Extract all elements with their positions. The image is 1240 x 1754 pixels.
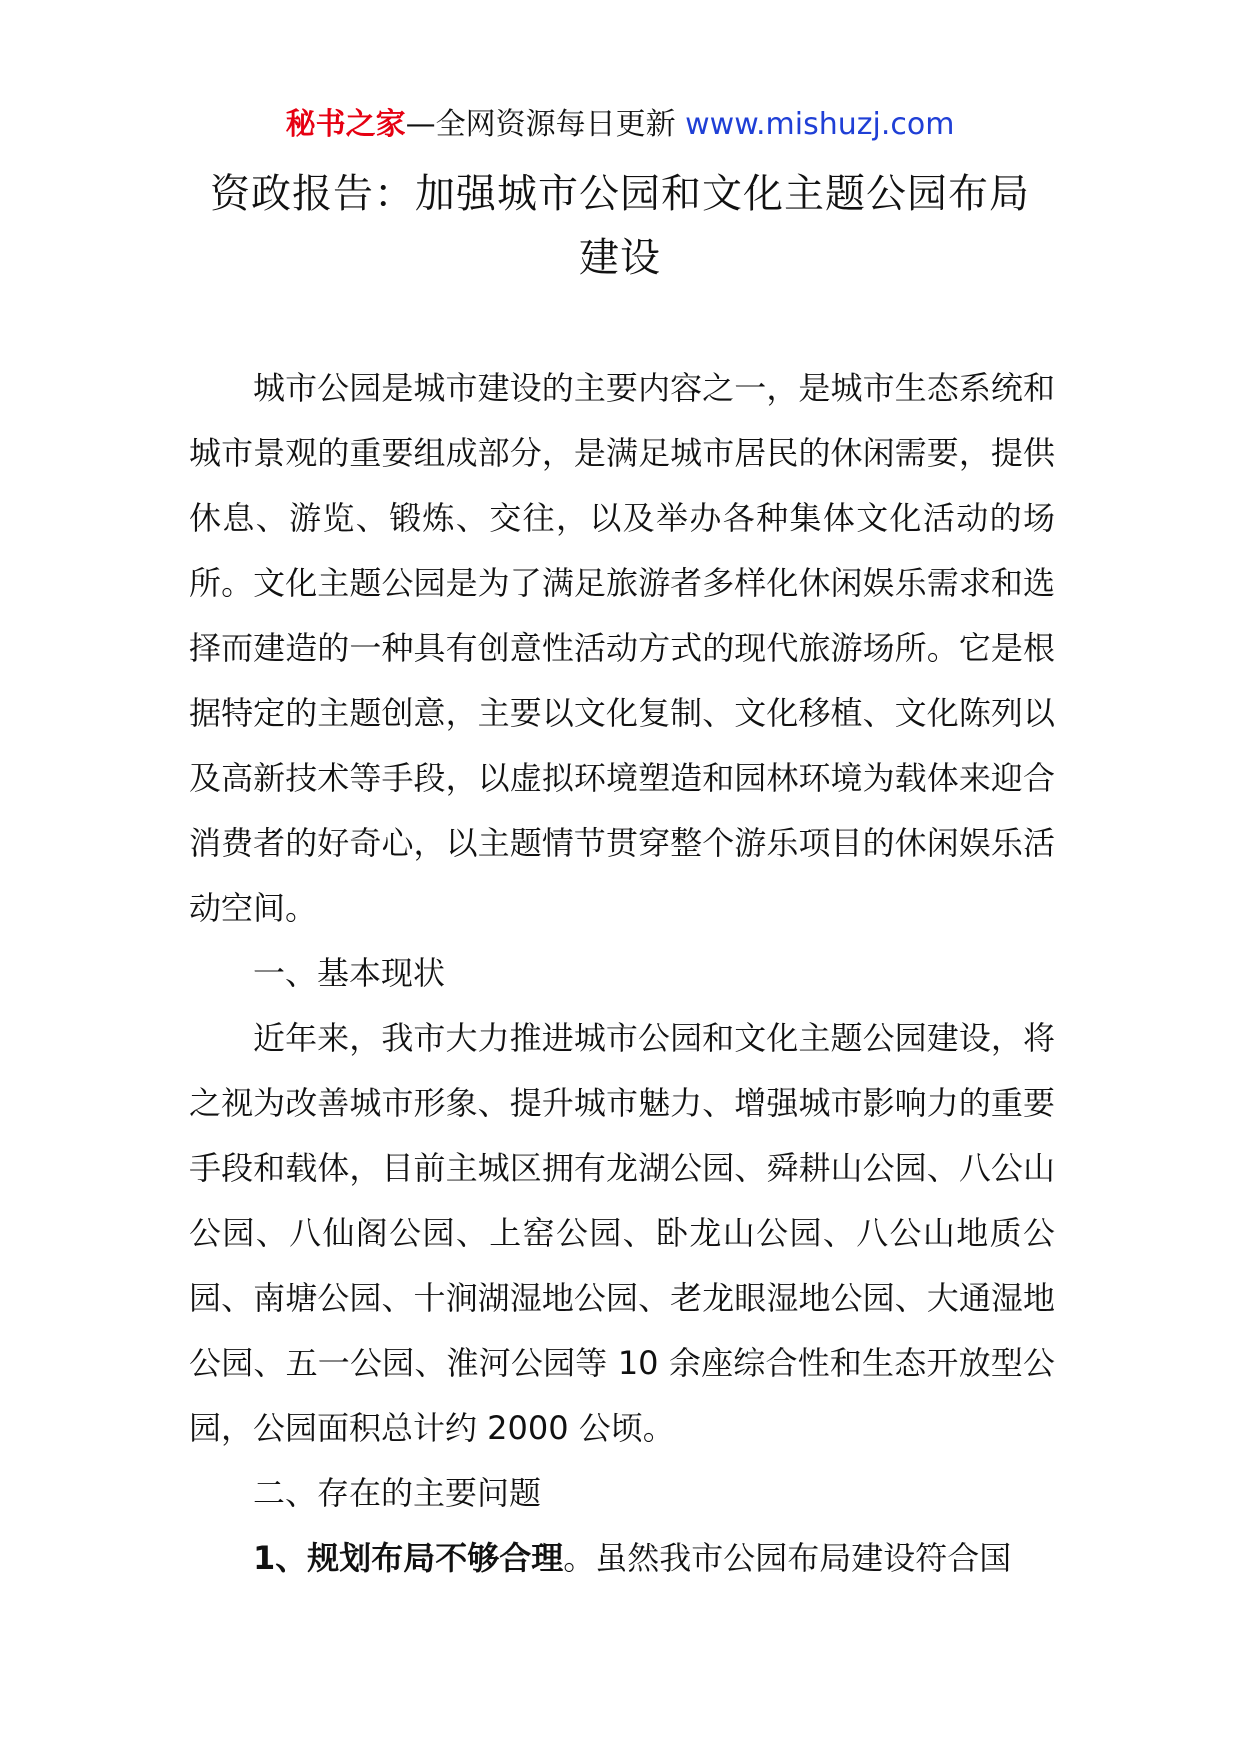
brand-name: 秘书之家 <box>285 107 406 142</box>
title-line-1: 资政报告：加强城市公园和文化主题公园布局 <box>210 171 1030 217</box>
intro-paragraph: 城市公园是城市建设的主要内容之一，是城市生态系统和城市景观的重要组成部分，是满足城市居民的休闲需要，提供休息、游览、锻炼、交往，以及举办各种集体文化活动的场所。文化主题公园是为了满足旅游者多样化休闲娱乐需求和选择而建造的一种具有创意性活动方式的现代旅游场所。它是根据特定的主题创意，主要以文化复制、文化移植、文化陈列以及高新技术等手段，以虚拟环境塑造和园林环境为载体来迎合消费者的好奇心，以主题情节贯穿整个游乐项目的休闲娱乐活动空间。 <box>189 369 1055 927</box>
section-heading-problems: 二、存在的主要问题 <box>253 1474 542 1512</box>
site-header <box>0 103 1240 147</box>
problem-item-1 <box>189 1526 1055 1591</box>
title-line-2: 建设 <box>579 235 661 281</box>
document-body <box>189 356 1055 1591</box>
section-heading-status: 一、基本现状 <box>253 954 446 992</box>
status-paragraph: 近年来，我市大力推进城市公园和文化主题公园建设，将之视为改善城市形象、提升城市魅力、增强城市影响力的重要手段和载体，目前主城区拥有龙湖公园、舜耕山公园、八公山公园、八仙阁公园、上窑公园、卧龙山公园、八公山地质公园、南塘公园、十涧湖湿地公园、老龙眼湿地公园、大通湿地公园、五一公园、淮河公园等 10 余座综合性和生态开放型公园，公园面积总计约 2000 公顷。 <box>189 1019 1055 1447</box>
header-slogan: —全网资源每日更新 <box>405 107 676 142</box>
problem-item-1-title: 1、规划布局不够合理 <box>253 1539 564 1577</box>
site-url-link[interactable]: www.mishuzj.com <box>685 107 955 142</box>
document-title <box>0 162 1240 290</box>
problem-item-1-text: 。虽然我市公园布局建设符合国 <box>563 1539 1012 1577</box>
